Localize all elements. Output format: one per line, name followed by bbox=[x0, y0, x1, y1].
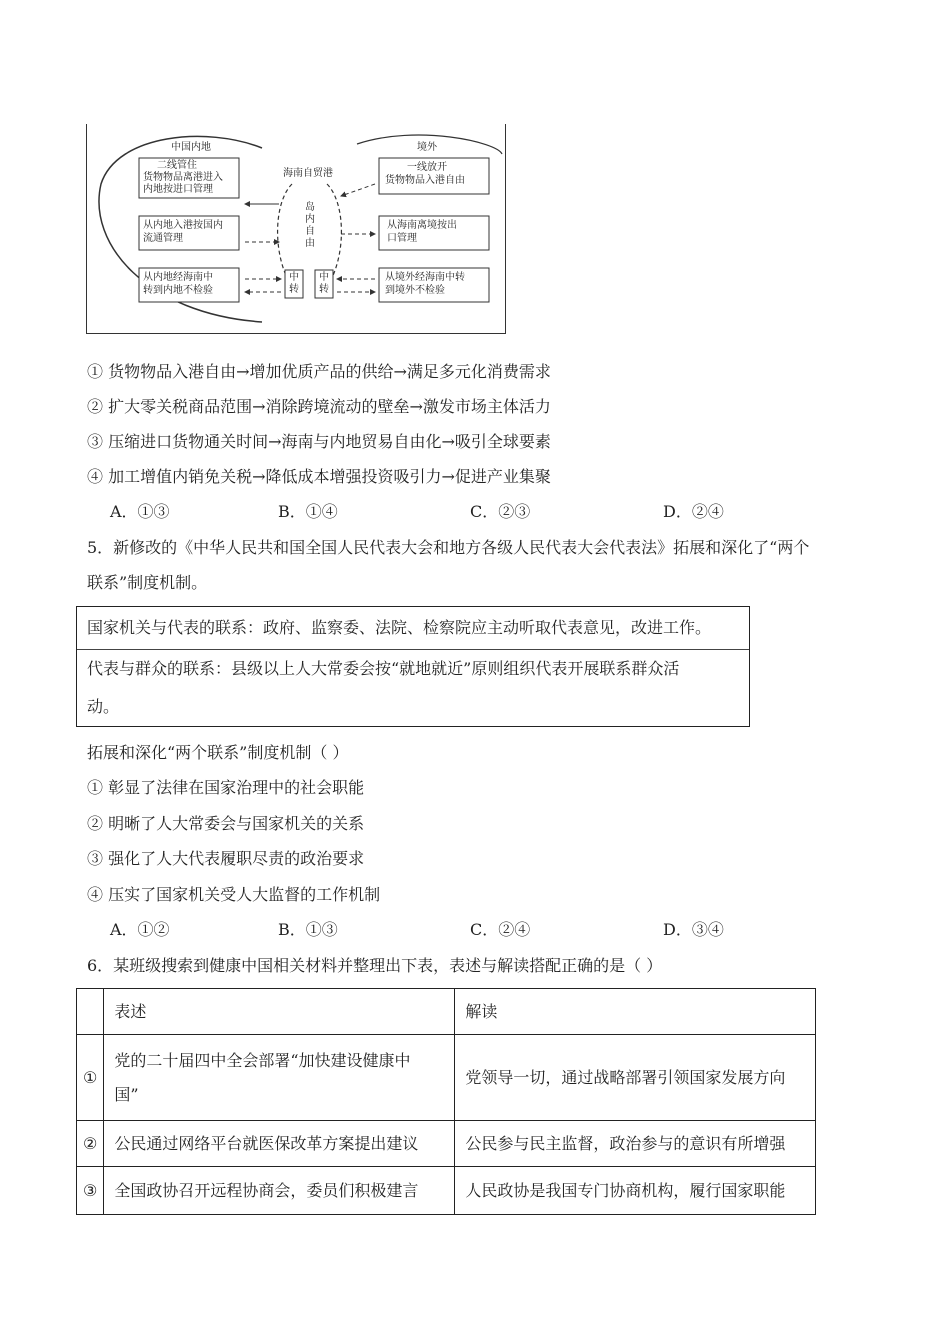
q6-row1-statement-line1: 党的二十届四中全会部署“加快建设健康中 bbox=[114, 1050, 411, 1070]
label-island-4: 由 bbox=[305, 238, 315, 249]
q4-item-1: ① 货物物品入港自由→增加优质产品的供给→满足多元化消费需求 bbox=[87, 362, 551, 381]
q5-option-c[interactable]: C．②④ bbox=[470, 920, 531, 939]
q5-option-d[interactable]: D．③④ bbox=[663, 920, 724, 939]
label-island-1: 岛 bbox=[305, 202, 315, 213]
q6-row2-statement: 公民通过网络平台就医保改革方案提出建议 bbox=[104, 1121, 455, 1167]
q6-row1-num: ① bbox=[77, 1035, 104, 1121]
q5-item-2: ② 明晰了人大常委会与国家机关的关系 bbox=[87, 814, 365, 833]
q5-option-a[interactable]: A．①② bbox=[110, 920, 170, 939]
q6-row1-reading: 党领导一切，通过战略部署引领国家发展方向 bbox=[455, 1035, 816, 1121]
q6-header-row bbox=[77, 989, 816, 1035]
q6-row2-num: ② bbox=[77, 1121, 104, 1167]
transfer-left-1: 中 bbox=[289, 272, 299, 283]
q5-box-row2-line2: 动。 bbox=[87, 697, 120, 716]
q4-item-2: ② 扩大零关税商品范围→消除跨境流动的壁垒→激发市场主体活力 bbox=[87, 397, 551, 416]
q4-option-a[interactable]: A．①③ bbox=[110, 502, 170, 521]
q6-row3-reading: 人民政协是我国专门协商机构，履行国家职能 bbox=[455, 1167, 816, 1215]
q5-item-4: ④ 压实了国家机关受人大监督的工作机制 bbox=[87, 885, 381, 904]
transfer-left-2: 转 bbox=[289, 284, 299, 295]
box6-line2: 到境外不检验 bbox=[385, 285, 445, 296]
q6-stem: 6．某班级搜索到健康中国相关材料并整理出下表，表述与解读搭配正确的是（ ） bbox=[87, 956, 663, 975]
hainan-ftp-diagram bbox=[86, 124, 506, 334]
q4-option-b[interactable]: B．①④ bbox=[278, 502, 338, 521]
box2-line2: 流通管理 bbox=[143, 233, 183, 244]
q5-box-row1: 国家机关与代表的联系：政府、监察委、法院、检察院应主动听取代表意见，改进工作。 bbox=[87, 618, 712, 637]
q5-item-3: ③ 强化了人大代表履职尽责的政治要求 bbox=[87, 849, 365, 868]
table-row bbox=[77, 1121, 816, 1167]
box2-line1: 从内地入港按国内 bbox=[143, 220, 223, 231]
table-row bbox=[77, 1035, 816, 1121]
label-abroad: 境外 bbox=[417, 142, 437, 153]
q6-row1-statement-line2: 国” bbox=[114, 1084, 139, 1104]
box1-line2: 货物物品离港进入 bbox=[143, 172, 223, 183]
q5-stem-line2: 联系”制度机制。 bbox=[87, 573, 208, 592]
q5-stem-line1: 5．新修改的《中华人民共和国全国人民代表大会和地方各级人民代表大会代表法》拓展和深化了“两个 bbox=[87, 538, 810, 557]
table-row bbox=[77, 1167, 816, 1215]
q6-header-reading: 解读 bbox=[455, 989, 816, 1035]
q5-item-1: ① 彰显了法律在国家治理中的社会职能 bbox=[87, 778, 365, 797]
label-port: 海南自贸港 bbox=[283, 168, 333, 179]
q5-box-row2-line1: 代表与群众的联系：县级以上人大常委会按“就地就近”原则组织代表开展联系群众活 bbox=[87, 659, 680, 678]
box3-line1: 从内地经海南中 bbox=[143, 272, 213, 283]
box4-line1: 一线放开 bbox=[407, 162, 447, 173]
box1-line1: 二线管住 bbox=[157, 160, 197, 171]
q6-row3-statement: 全国政协召开远程协商会，委员们积极建言 bbox=[104, 1167, 455, 1215]
q4-option-d[interactable]: D．②④ bbox=[663, 502, 724, 521]
q6-table bbox=[76, 988, 816, 1215]
q6-row2-reading: 公民参与民主监督，政治参与的意识有所增强 bbox=[455, 1121, 816, 1167]
q4-item-4: ④ 加工增值内销免关税→降低成本增强投资吸引力→促进产业集聚 bbox=[87, 467, 551, 486]
q4-item-3: ③ 压缩进口货物通关时间→海南与内地贸易自由化→吸引全球要素 bbox=[87, 432, 551, 451]
q5-material-box bbox=[76, 606, 750, 727]
box5-line1: 从海南离境按出 bbox=[387, 220, 457, 231]
transfer-right-1: 中 bbox=[319, 272, 329, 283]
q4-option-c[interactable]: C．②③ bbox=[470, 502, 531, 521]
box3-line2: 转到内地不检验 bbox=[143, 285, 213, 296]
q6-header-num bbox=[77, 989, 104, 1035]
box1-line3: 内地按进口管理 bbox=[143, 184, 213, 195]
q5-box-row2 bbox=[77, 649, 749, 726]
q6-header-statement: 表述 bbox=[104, 989, 455, 1035]
q6-row3-num: ③ bbox=[77, 1167, 104, 1215]
q5-question: 拓展和深化“两个联系”制度机制（ ） bbox=[87, 743, 349, 762]
label-island-2: 内 bbox=[305, 214, 315, 225]
label-mainland: 中国内地 bbox=[171, 142, 211, 153]
q6-row1-statement bbox=[104, 1035, 455, 1121]
box5-line2: 口管理 bbox=[387, 233, 417, 244]
q5-option-b[interactable]: B．①③ bbox=[278, 920, 338, 939]
transfer-right-2: 转 bbox=[319, 284, 329, 295]
label-island-3: 自 bbox=[305, 226, 315, 237]
box6-line1: 从境外经海南中转 bbox=[385, 272, 465, 283]
box4-line2: 货物物品入港自由 bbox=[385, 175, 465, 186]
